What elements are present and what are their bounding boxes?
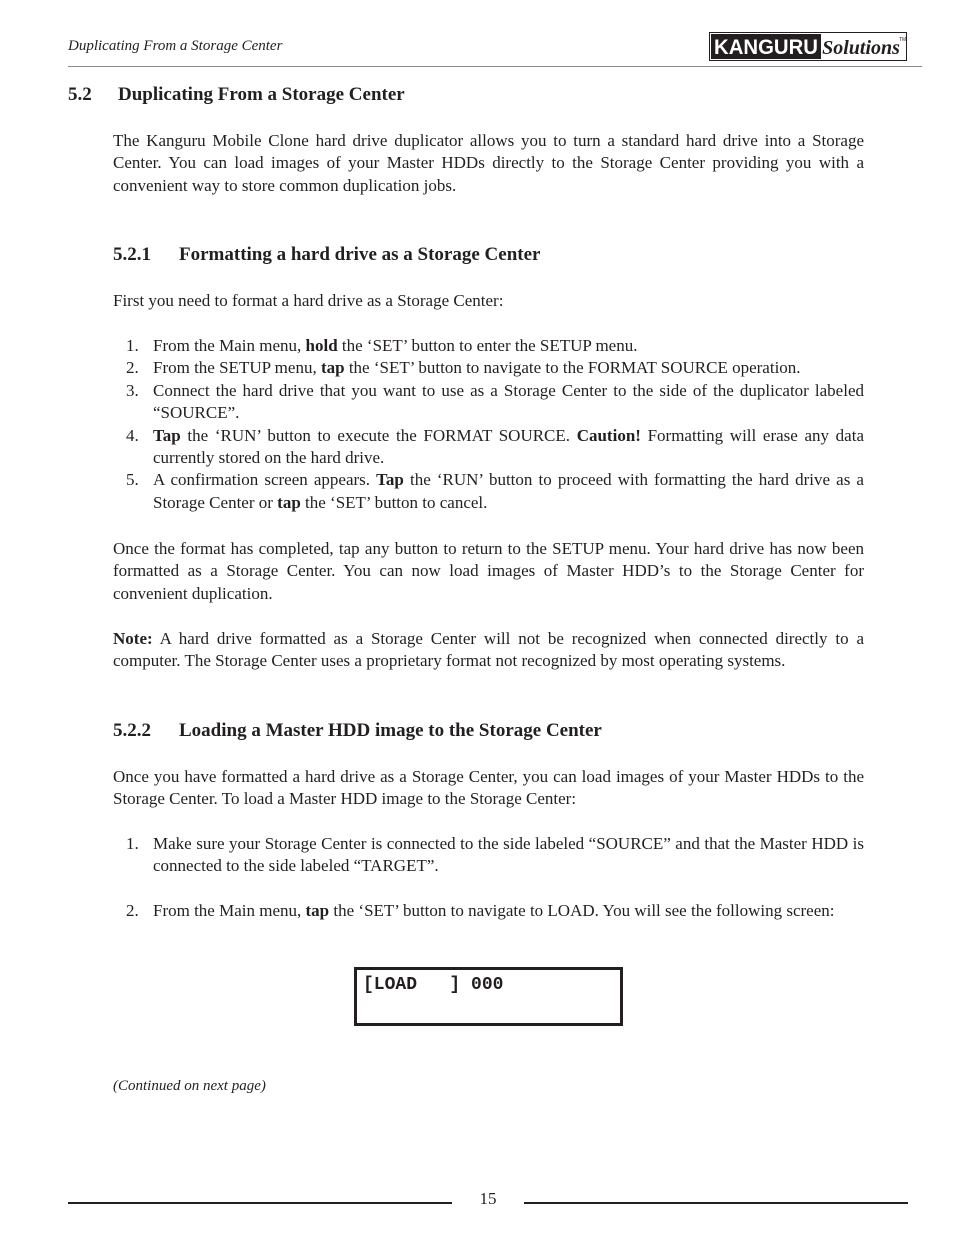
lcd-screen [354, 967, 623, 1026]
section-number: 5.2 [68, 84, 92, 105]
note-paragraph [113, 628, 864, 673]
section-heading [68, 84, 405, 106]
subsection-2-lead: Once you have formatted a hard drive as a Storage Center, you can load images of your Master HDDs to the Storage Center. To load a Master HDD image to the Storage Center: [113, 767, 864, 809]
list-item: 2. From the Main menu, tap the ‘SET’ button to navigate to LOAD. You will see the following screen: [126, 901, 835, 920]
running-header-title: Duplicating From a Storage Center [68, 38, 283, 54]
subsection-1-lead: First you need to format a hard drive as a Storage Center: [113, 291, 504, 310]
subsection-2-heading [113, 720, 602, 742]
logo-script: Solutions [822, 37, 900, 59]
kanguru-logo [709, 32, 907, 61]
list-item: 1. From the Main menu, hold the ‘SET’ button to enter the SETUP menu. [126, 336, 638, 355]
logo-trademark: TM [899, 37, 907, 43]
section-intro: The Kanguru Mobile Clone hard drive duplicator allows you to turn a standard hard drive into a Storage Center. You can load images of your Master HDDs directly to the Storage Center providing you with a convenient way to store common duplication jobs. [113, 131, 864, 195]
footer-rule-right [524, 1202, 908, 1204]
page-number: 15 [479, 1189, 497, 1208]
subsection-1-heading [113, 244, 540, 266]
list-item: 3. Connect the hard drive that you want to use as a Storage Center to the side of the duplicator labeled “SOURCE”. [126, 380, 864, 423]
load-steps-list-continued [113, 900, 864, 922]
section-title: Duplicating From a Storage Center [118, 84, 405, 105]
list-item: 1. Make sure your Storage Center is connected to the side labeled “SOURCE” and that the Master HDD is connected to the side labeled “TARGET”. [126, 834, 864, 876]
format-complete-paragraph: Once the format has completed, tap any button to return to the SETUP menu. Your hard drive has now been formatted as a Storage Center. You can now load images of Master HDD’s to the Storage Center for convenient duplication. [113, 539, 864, 603]
subsection-1-title: Formatting a hard drive as a Storage Center [179, 244, 541, 265]
list-item: 4. Tap the ‘RUN’ button to execute the FORMAT SOURCE. Caution! Formatting will erase any data currently stored on the hard drive. [126, 425, 864, 468]
header-rule [68, 66, 922, 67]
list-item: 2. From the SETUP menu, tap the ‘SET’ button to navigate to the FORMAT SOURCE operation. [126, 358, 801, 378]
note-label: Note: [113, 629, 153, 648]
logo-wordmark: KANGURU [714, 36, 818, 59]
list-item: 5. A confirmation screen appears. Tap the ‘RUN’ button to proceed with formatting the hard drive as a Storage Center or tap the ‘SET’ button to cancel. [126, 470, 864, 512]
subsection-1-number: 5.2.1 [113, 244, 151, 265]
load-steps-list [113, 833, 864, 878]
continued-note: (Continued on next page) [113, 1078, 266, 1094]
note-text: A hard drive formatted as a Storage Center will not be recognized when connected directly to a computer. The Storage Center uses a proprietary format not recognized by most operating systems. [113, 629, 864, 671]
format-steps-list [113, 335, 864, 514]
footer-rule-left [68, 1202, 452, 1204]
subsection-2-title: Loading a Master HDD image to the Storage Center [179, 720, 602, 741]
lcd-line-1: [LOAD ] 000 [363, 975, 504, 995]
subsection-2-number: 5.2.2 [113, 720, 151, 741]
